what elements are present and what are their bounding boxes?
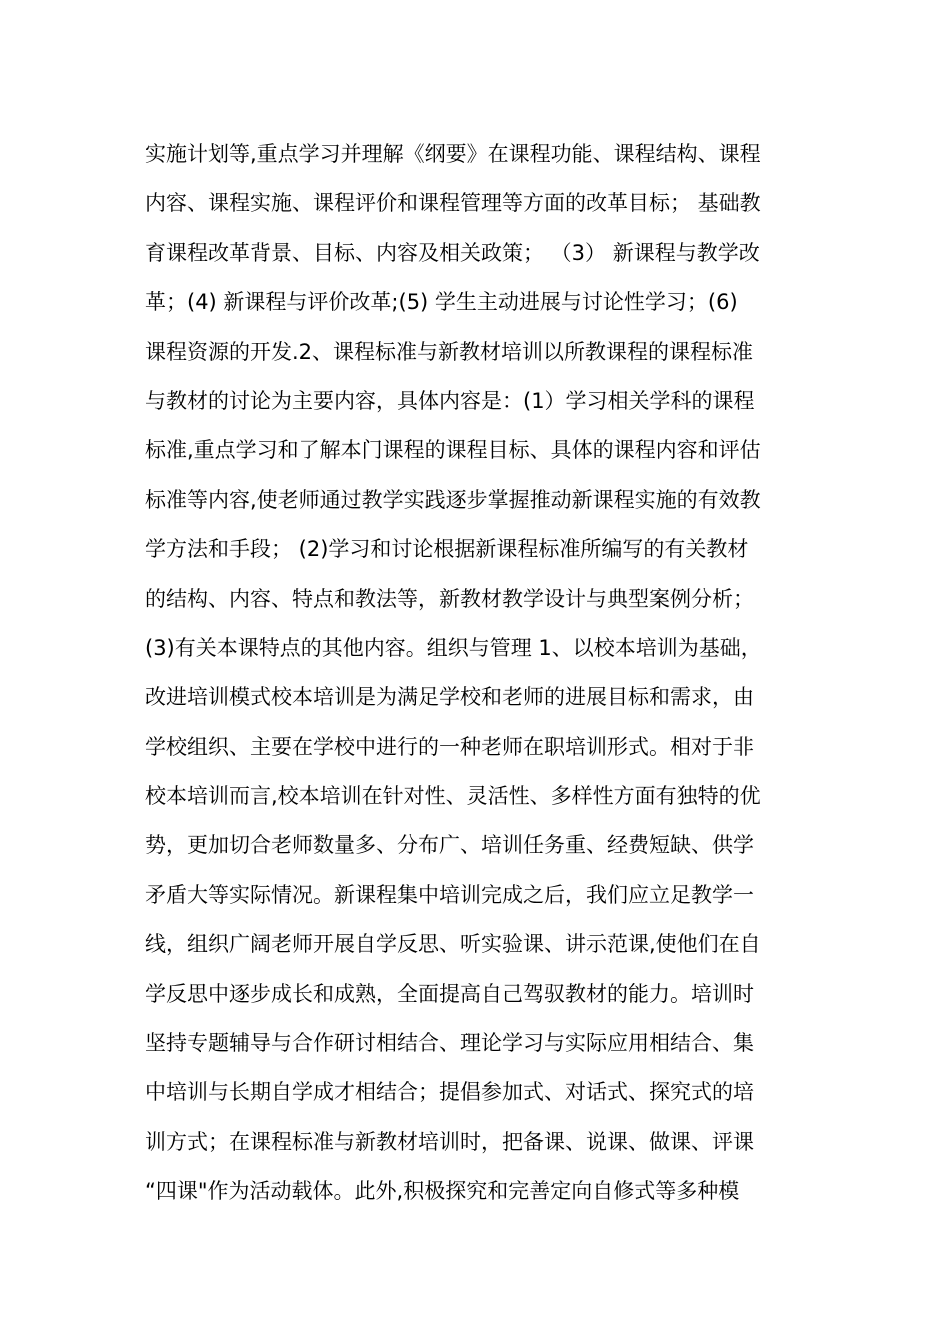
text-line-19: 坚持专题辅导与合作研讨相结合、理论学习与实际应用相结合、集 bbox=[145, 1031, 754, 1056]
text-line-21: 训方式；在课程标准与新教材培训时，把备课、说课、做课、评课 bbox=[145, 1129, 754, 1154]
text-line-7: 标准,重点学习和了解本门课程的课程目标、具体的课程内容和评估 bbox=[145, 438, 761, 463]
text-line-10: 的结构、内容、特点和教法等，新教材教学设计与典型案例分析； bbox=[145, 586, 754, 611]
text-line-3: 育课程改革背景、目标、内容及相关政策； （3） 新课程与教学改 bbox=[145, 240, 760, 265]
text-line-1: 实施计划等,重点学习并理解《纲要》在课程功能、课程结构、课程 bbox=[145, 142, 761, 166]
body-text bbox=[145, 130, 815, 1217]
text-line-11: (3)有关本课特点的其他内容。组织与管理 1、以校本培训为基础， bbox=[145, 635, 762, 660]
text-line-4: 革；(4) 新课程与评价改革;(5) 学生主动进展与讨论性学习；(6) bbox=[145, 290, 738, 315]
text-line-14: 校本培训而言,校本培训在针对性、灵活性、多样性方面有独特的优 bbox=[145, 784, 761, 809]
text-line-9: 学方法和手段； (2)学习和讨论根据新课程标准所编写的有关教材 bbox=[145, 537, 749, 562]
text-line-18: 学反思中逐步成长和成熟，全面提高自己驾驭教材的能力。培训时 bbox=[145, 981, 754, 1006]
text-line-2: 内容、课程实施、课程评价和课程管理等方面的改革目标； 基础教 bbox=[145, 191, 761, 216]
text-line-13: 学校组织、主要在学校中进行的一种老师在职培训形式。相对于非 bbox=[145, 734, 754, 759]
text-line-15: 势，更加切合老师数量多、分布广、培训任务重、经费短缺、供学 bbox=[145, 833, 754, 858]
text-line-12: 改进培训模式校本培训是为满足学校和老师的进展目标和需求，由 bbox=[145, 685, 754, 710]
text-line-17: 线，组织广阔老师开展自学反思、听实验课、讲示范课,使他们在自 bbox=[145, 932, 761, 957]
text-line-6: 与教材的讨论为主要内容，具体内容是：(1）学习相关学科的课程 bbox=[145, 388, 755, 413]
text-line-20: 中培训与长期自学成才相结合；提倡参加式、对话式、探究式的培 bbox=[145, 1080, 754, 1105]
text-line-16: 矛盾大等实际情况。新课程集中培训完成之后，我们应立足教学一 bbox=[145, 882, 754, 907]
text-line-22: “四课"作为活动载体。此外,积极探究和完善定向自修式等多种模 bbox=[145, 1179, 740, 1204]
text-line-5: 课程资源的开发.2、课程标准与新教材培训以所教课程的课程标准 bbox=[145, 339, 754, 364]
text-line-8: 标准等内容,使老师通过教学实践逐步掌握推动新课程实施的有效教 bbox=[145, 487, 761, 512]
